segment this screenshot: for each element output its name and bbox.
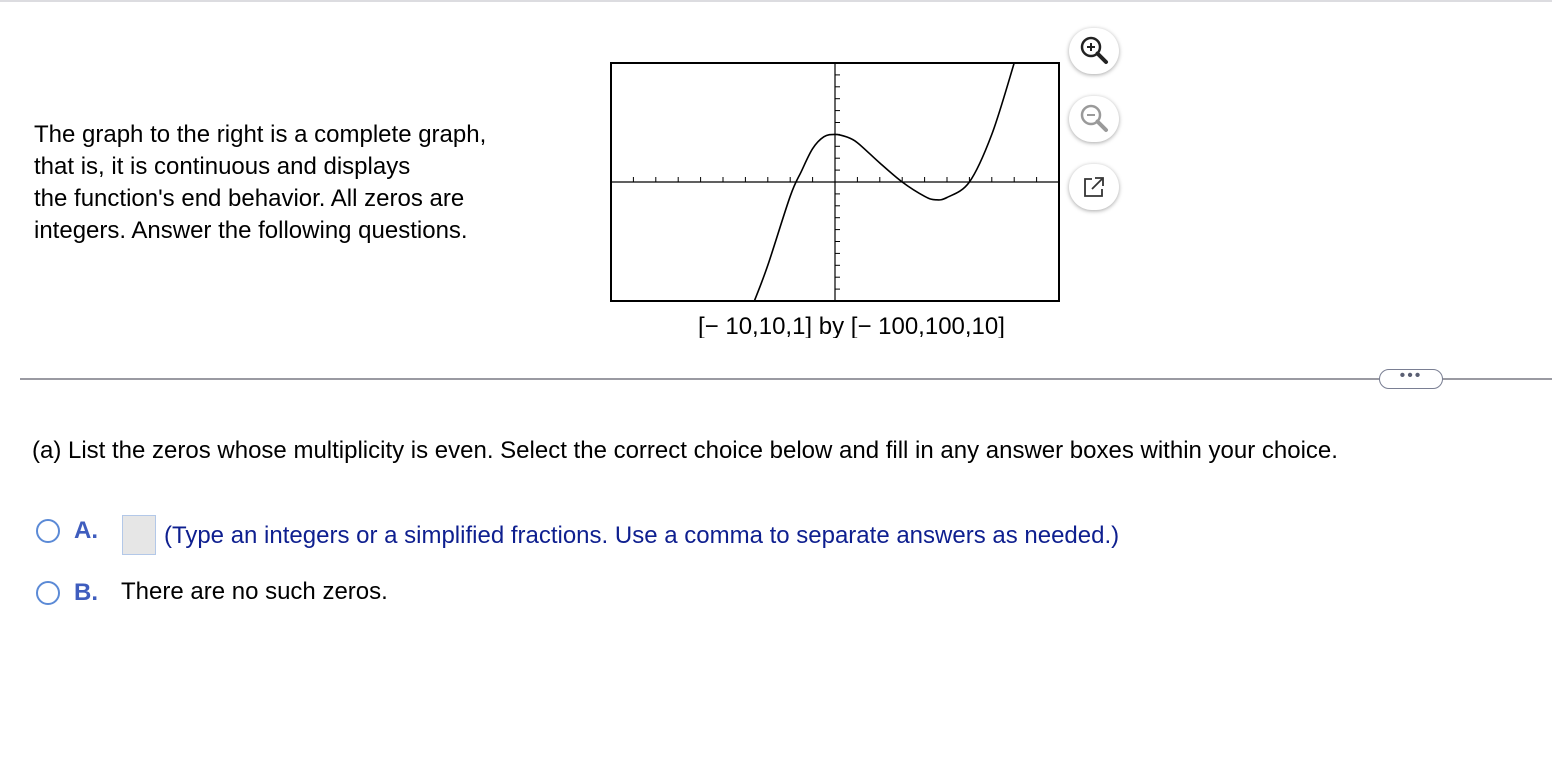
section-divider bbox=[20, 378, 1552, 380]
zoom-out-icon bbox=[1076, 101, 1112, 137]
choice-b[interactable] bbox=[36, 579, 98, 607]
question-text: (a) List the zeros whose multiplicity is even. Select the correct choice below and fill in any answer boxes within your choice. bbox=[32, 437, 1338, 464]
function-graph bbox=[610, 62, 1060, 302]
external-link-icon bbox=[1081, 174, 1107, 200]
zoom-in-icon bbox=[1076, 33, 1112, 69]
intro-line: The graph to the right is a complete graph, bbox=[34, 121, 487, 148]
graph-plot bbox=[610, 62, 1060, 302]
popout-button[interactable] bbox=[1069, 164, 1119, 210]
choice-a[interactable] bbox=[36, 517, 98, 545]
answer-input-a[interactable] bbox=[122, 515, 156, 555]
problem-intro bbox=[34, 119, 554, 247]
choice-a-letter: A. bbox=[74, 517, 98, 544]
intro-line: the function's end behavior. All zeros are bbox=[34, 185, 465, 212]
zoom-out-button[interactable] bbox=[1069, 96, 1119, 142]
choice-b-letter: B. bbox=[74, 579, 98, 606]
viewing-window-caption bbox=[610, 312, 1128, 338]
choice-b-text: There are no such zeros. bbox=[121, 578, 388, 605]
choice-a-hint: (Type an integers or a simplified fractions. Use a comma to separate answers as needed.) bbox=[164, 522, 1120, 549]
top-rule bbox=[0, 0, 1552, 2]
choice-a-radio[interactable] bbox=[36, 519, 60, 543]
intro-line: that is, it is continuous and displays bbox=[34, 153, 411, 180]
viewing-window-text: [− 10,10,1] by [− 100,100,10] bbox=[698, 313, 1005, 338]
zoom-in-button[interactable] bbox=[1069, 28, 1119, 74]
intro-line: integers. Answer the following questions. bbox=[34, 217, 468, 244]
more-options-button[interactable] bbox=[1379, 369, 1443, 389]
choice-b-radio[interactable] bbox=[36, 581, 60, 605]
more-options-label: ••• bbox=[1399, 367, 1423, 384]
